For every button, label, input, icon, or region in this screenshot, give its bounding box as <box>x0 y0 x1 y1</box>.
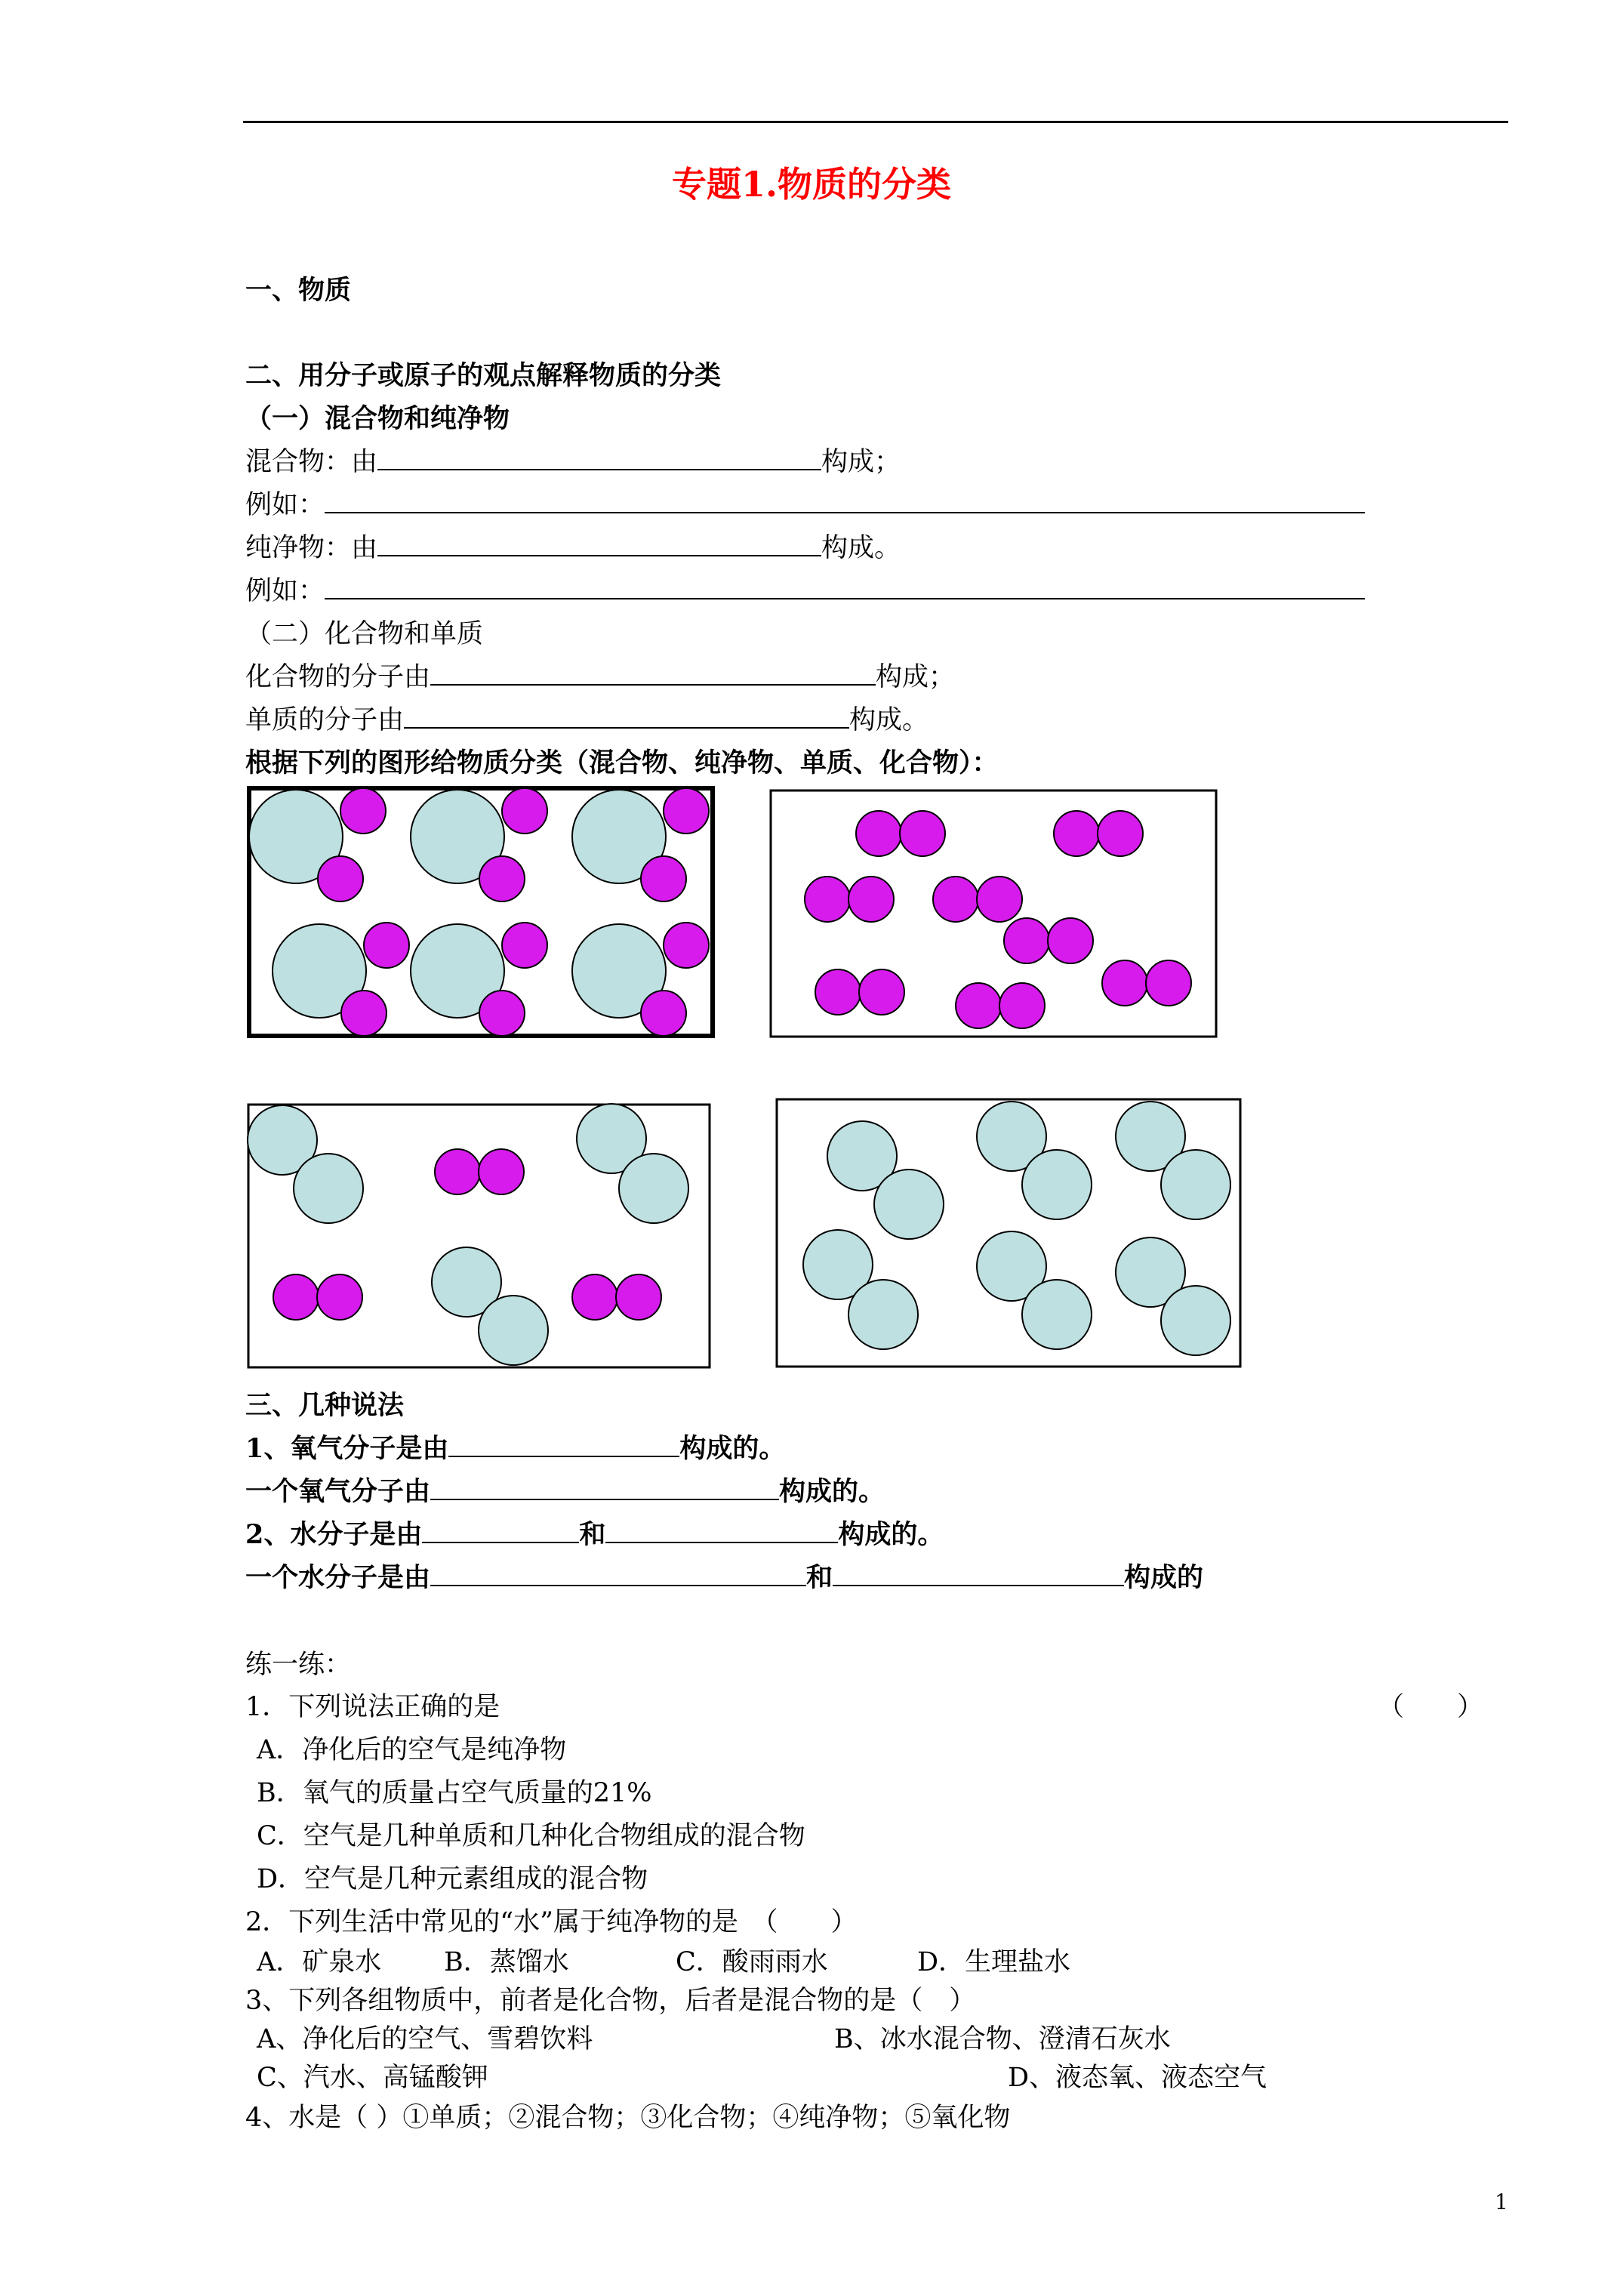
q1-option-a[interactable]: A．净化后的空气是纯净物 <box>257 1735 567 1765</box>
small-atom <box>1102 960 1147 1006</box>
q3-option-b[interactable]: B、冰水混合物、澄清石灰水 <box>834 2024 1171 2054</box>
small-atom <box>641 856 686 901</box>
small-atom <box>341 991 387 1036</box>
page-number: 1 <box>1495 2190 1508 2214</box>
small-atom <box>1054 811 1099 856</box>
small-atom <box>435 1149 480 1194</box>
mixture-blank[interactable] <box>377 443 821 470</box>
pure-example-line <box>245 572 1365 610</box>
statement-4-prefix: 一个水分子是由 <box>245 1562 431 1593</box>
small-atom <box>856 811 901 856</box>
q1-option-c[interactable]: C．空气是几种单质和几种化合物组成的混合物 <box>257 1821 805 1851</box>
q2-option-d[interactable]: D．生理盐水 <box>917 1947 1071 1977</box>
statement-4-blank-2[interactable] <box>833 1559 1124 1586</box>
element-line <box>245 701 929 739</box>
pure-suffix: 构成。 <box>821 533 901 563</box>
example-label: 例如： <box>245 576 325 606</box>
small-atom <box>502 788 547 834</box>
header-rule <box>243 121 1508 123</box>
small-atom <box>318 856 363 901</box>
mixture-line <box>245 443 901 481</box>
small-atom <box>977 877 1022 922</box>
large-atom <box>848 1280 918 1349</box>
small-atom <box>317 1274 362 1320</box>
statement-3-prefix: 2、水分子是由 <box>245 1519 423 1550</box>
q1-option-b[interactable]: B．氧气的质量占空气质量的21% <box>257 1778 652 1808</box>
small-atom <box>616 1274 661 1320</box>
statement-3 <box>245 1516 944 1554</box>
large-atom <box>1161 1286 1230 1355</box>
part2-heading: （二）化合物和单质 <box>245 619 484 649</box>
q2-option-b[interactable]: B．蒸馏水 <box>444 1947 569 1977</box>
q2-option-c[interactable]: C．酸雨雨水 <box>676 1947 828 1977</box>
large-atom <box>1022 1150 1092 1219</box>
compound-line <box>245 658 955 696</box>
large-atom <box>874 1170 944 1239</box>
element-blank[interactable] <box>404 701 849 729</box>
small-atom <box>956 983 1001 1028</box>
q1-stem: 1．下列说法正确的是 <box>245 1692 500 1722</box>
mixture-prefix: 混合物：由 <box>245 447 378 477</box>
small-atom <box>664 923 709 968</box>
large-atom <box>294 1154 363 1223</box>
statement-4-blank-1[interactable] <box>430 1559 806 1586</box>
q2-option-a[interactable]: A．矿泉水 <box>257 1947 382 1977</box>
statement-1-blank[interactable] <box>448 1430 679 1457</box>
small-atom <box>999 983 1045 1028</box>
statement-3-blank-1[interactable] <box>422 1516 579 1543</box>
compound-blank[interactable] <box>430 658 876 686</box>
section3-heading: 三、几种说法 <box>245 1390 405 1421</box>
statement-3-blank-2[interactable] <box>605 1516 838 1543</box>
practice-heading: 练一练： <box>245 1650 352 1680</box>
mixture-example-line <box>245 486 1365 524</box>
small-atom <box>273 1274 319 1320</box>
q2-stem: 2．下列生活中常见的“水”属于纯净物的是 （ ） <box>245 1907 858 1937</box>
diagram-3 <box>248 1104 710 1368</box>
small-atom <box>933 877 978 922</box>
small-atom <box>1146 960 1191 1006</box>
small-atom <box>1098 811 1143 856</box>
large-atom <box>1161 1150 1230 1219</box>
statement-2-prefix: 一个氧气分子由 <box>245 1476 431 1507</box>
statement-1 <box>245 1430 785 1468</box>
statement-3-and: 和 <box>579 1519 606 1550</box>
mixture-example-blank[interactable] <box>325 486 1365 513</box>
compound-suffix: 构成； <box>876 662 956 692</box>
mixture-suffix: 构成； <box>821 447 901 477</box>
compound-prefix: 化合物的分子由 <box>245 662 431 692</box>
small-atom <box>479 991 525 1036</box>
statement-3-suffix: 构成的。 <box>838 1519 944 1550</box>
statement-4-suffix: 构成的 <box>1124 1562 1204 1593</box>
large-atom <box>479 1296 548 1365</box>
small-atom <box>364 923 409 968</box>
statement-4 <box>245 1559 1203 1597</box>
page-title: 专题1.物质的分类 <box>671 164 952 205</box>
q3-option-d[interactable]: D、液态氧、液态空气 <box>1008 2063 1267 2093</box>
statement-2-suffix: 构成的。 <box>779 1476 885 1507</box>
statement-4-and: 和 <box>806 1562 833 1593</box>
element-suffix: 构成。 <box>849 705 929 735</box>
large-atom <box>1022 1280 1092 1349</box>
statement-1-suffix: 构成的。 <box>679 1433 786 1464</box>
pure-example-blank[interactable] <box>325 572 1365 599</box>
q4-stem: 4、水是（ ）①单质；②混合物；③化合物；④纯净物；⑤氧化物 <box>245 2103 1011 2133</box>
diagram-4 <box>776 1099 1241 1367</box>
diagram-1 <box>248 787 714 1037</box>
example-label: 例如： <box>245 490 325 520</box>
small-atom <box>900 811 945 856</box>
small-atom <box>479 1149 524 1194</box>
statement-2 <box>245 1473 885 1511</box>
q1-option-d[interactable]: D．空气是几种元素组成的混合物 <box>257 1864 648 1894</box>
part1-heading: （一）混合物和纯净物 <box>245 403 510 434</box>
q3-option-c[interactable]: C、汽水、高锰酸钾 <box>257 2063 488 2093</box>
small-atom <box>479 856 525 901</box>
statement-1-prefix: 1、氧气分子是由 <box>245 1433 449 1464</box>
small-atom <box>859 969 904 1015</box>
small-atom <box>572 1274 617 1320</box>
pure-line <box>245 529 901 567</box>
small-atom <box>641 991 686 1036</box>
section2-heading: 二、用分子或原子的观点解释物质的分类 <box>245 360 722 391</box>
small-atom <box>1004 918 1049 963</box>
large-atom <box>619 1154 688 1223</box>
q1-answer-bracket[interactable]: （ ） <box>1378 1692 1484 1722</box>
diagram-2 <box>770 790 1217 1037</box>
q3-option-a[interactable]: A、净化后的空气、雪碧饮料 <box>257 2024 593 2054</box>
pure-prefix: 纯净物：由 <box>245 533 378 563</box>
small-atom <box>340 788 386 834</box>
q3-stem: 3、下列各组物质中，前者是化合物，后者是混合物的是（ ） <box>245 1986 976 2016</box>
small-atom <box>1048 918 1093 963</box>
statement-2-blank[interactable] <box>430 1473 779 1500</box>
classify-prompt: 根据下列的图形给物质分类（混合物、纯净物、单质、化合物）： <box>245 747 999 778</box>
small-atom <box>815 969 861 1015</box>
pure-blank[interactable] <box>377 529 821 556</box>
small-atom <box>805 877 850 922</box>
element-prefix: 单质的分子由 <box>245 705 405 735</box>
small-atom <box>502 923 547 968</box>
small-atom <box>848 877 894 922</box>
small-atom <box>664 788 709 834</box>
section1-heading: 一、物质 <box>245 275 352 306</box>
